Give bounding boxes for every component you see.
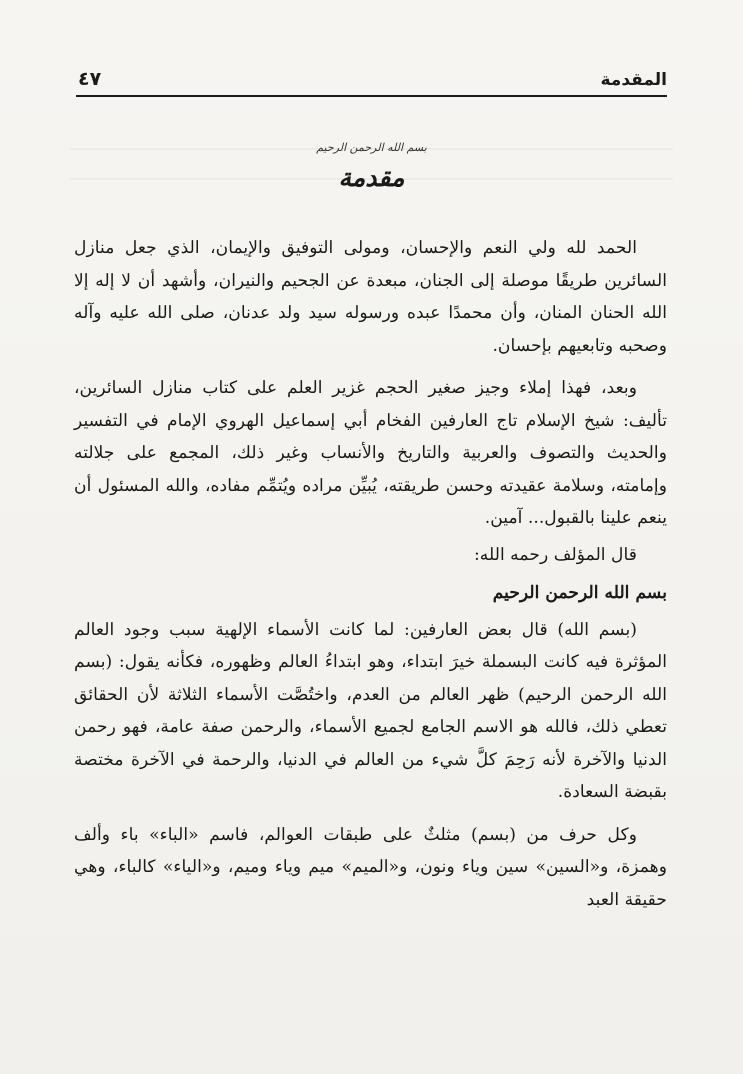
- basmala-calligraphy: بسم الله الرحمن الرحيم: [316, 141, 427, 154]
- running-title: المقدمة: [600, 70, 667, 90]
- page-number: ٤٧: [78, 68, 102, 90]
- paragraph-author-says: قال المؤلف رحمه الله:: [474, 544, 637, 565]
- paragraph-introduction: وبعد، فهذا إملاء وجيز صغير الحجم غزير العلم على كتاب منازل السائرين، تأليف: شيخ الإسلام تاج العارفين الفخام أبي إسماعيل الهروي الإمام في التفسير والحديث والتصوف والعربية والتاريخ والأنساب وغير ذلك، المجمع على جلالته وإمامته، وسلامة عقيدته وحسن طريقته، يُبيِّن مراده ويُتمِّم مفاده، والله المسئول أن ينعم علينا بالقبول... آمين.: [74, 378, 667, 528]
- body-text: [74, 232, 667, 916]
- paragraph-commentary: (بسم الله) قال بعض العارفين: لما كانت الأسماء الإلهية سبب وجود العالم المؤثرة فيه كانت البسملة خيرَ ابتداء، وهو ابتداءُ العالم وظهوره، فكأنه يقول: (بسم الله الرحمن الرحيم) ظهر العالم من العدم، واختُصَّت الأسماء الثلاثة لأن الحقائق تعطي ذلك، فالله هو الاسم الجامع لجميع الأسماء، والرحمن صفة عامة، فهو رحمن الدنيا والآخرة لأنه رَحِمَ كلَّ شيء من العالم في الدنيا، والرحمة في الآخرة مختصة بقبضة السعادة.: [74, 619, 667, 802]
- header-rule: [76, 95, 667, 97]
- basmala-heading: بسم الله الرحمن الرحيم: [492, 583, 667, 603]
- title-block: [0, 140, 743, 196]
- running-head: [78, 64, 667, 90]
- paragraph-praise: الحمد لله ولي النعم والإحسان، ومولى التوفيق والإيمان، الذي جعل منازل السائرين طريقًا موصلة إلى الجنان، مبعدة عن الجحيم والنيران، وأشهد أن لا إله إلا الله الحنان المنان، وأن محمدًا عبده ورسوله سيد ولد عدنان، صلى الله عليه وآله وصحبه وتابعيهم بإحسان.: [74, 238, 667, 356]
- section-title: مقدمة: [338, 163, 405, 192]
- paragraph-letters: وكل حرف من (بسم) مثلثٌ على طبقات العوالم، فاسم «الباء» باء وألف وهمزة، و«السين» سين وياء ونون، و«الميم» ميم وياء وميم، و«الياء» كالباء، وهي حقيقة العبد: [74, 824, 667, 910]
